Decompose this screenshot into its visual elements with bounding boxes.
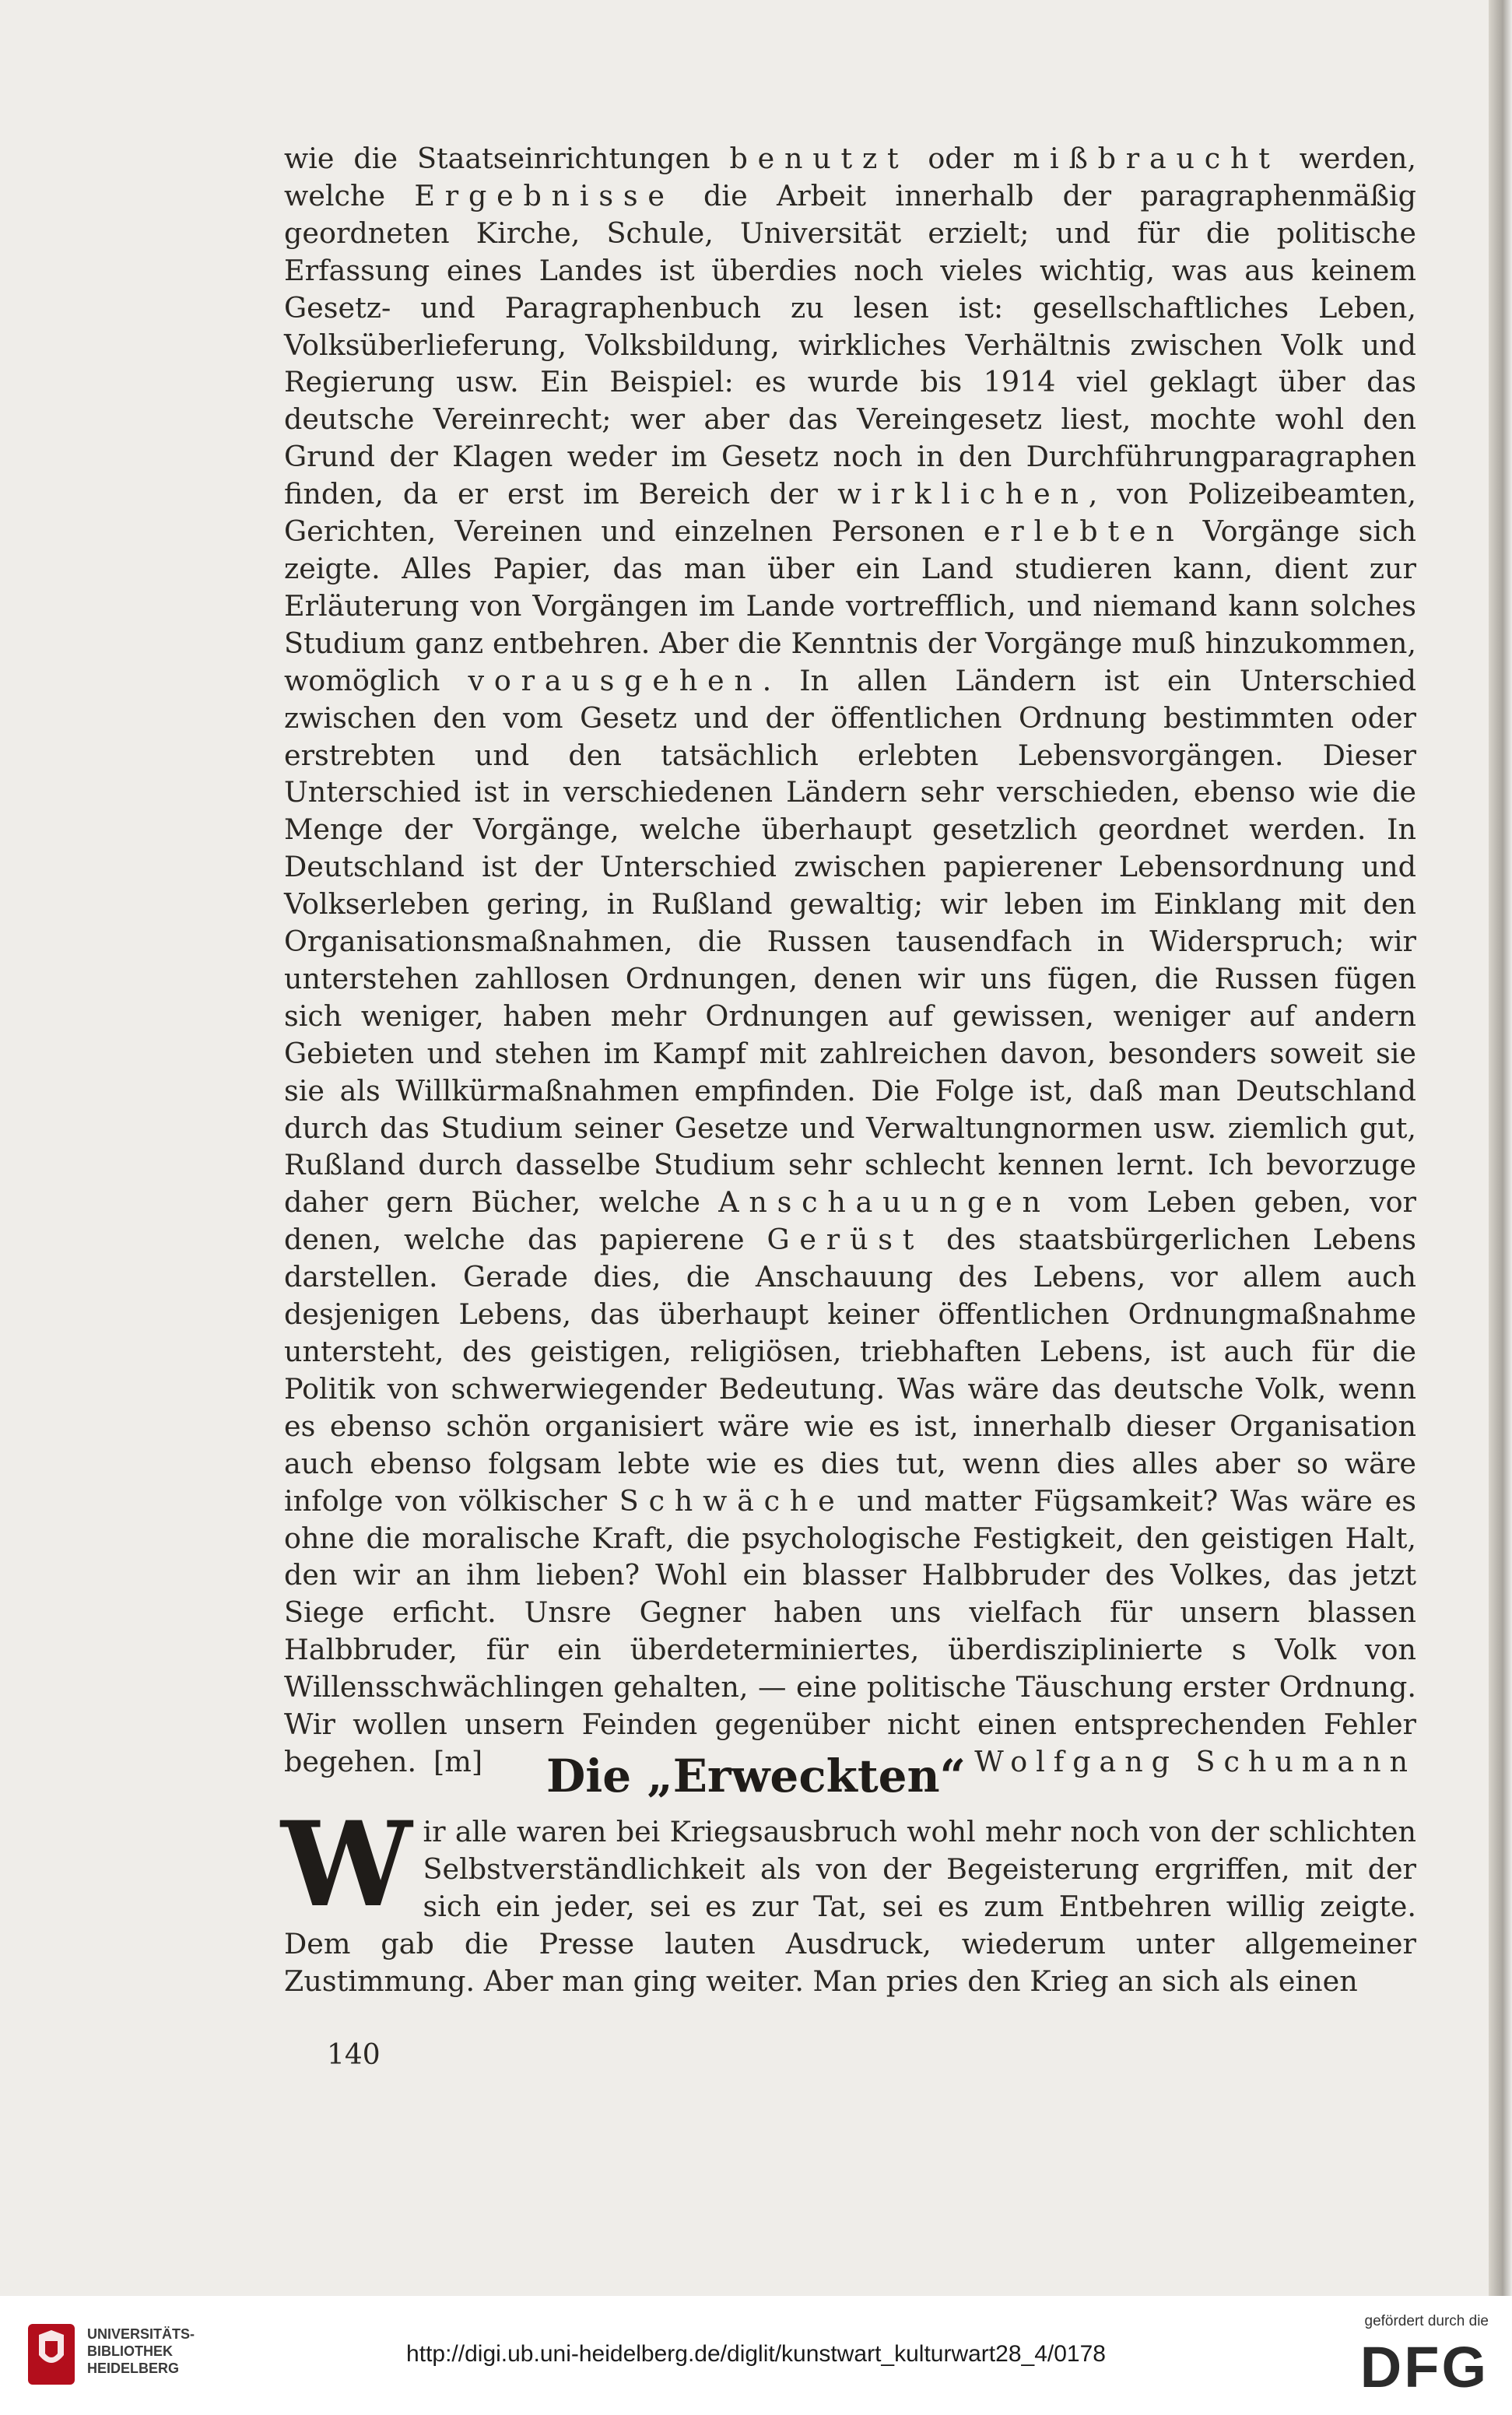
spaced-emphasis-text: erlebten — [983, 514, 1184, 549]
spaced-emphasis-text: wirklichen — [837, 477, 1089, 511]
body-text-run: vom Leben geben, vor denen, welche das papierene — [284, 1185, 1416, 1257]
body-text-run: die Arbeit innerhalb der paragraphenmäßig geordneten Kirche, Schule, Universität erzielt; und für die politische Erfassung eines Landes ist überdies noch vieles wichtig, was aus keinem Gesetz- und Paragraphenbuch zu lesen ist: gesellschaftliches Leben, Volksüberlieferung, Volksbildung, wirkliches Verhältnis zwischen Volk und Regierung usw. Ein Beispiel: es wurde bis 1914 viel geklagt über das deutsche Vereinrecht; wer aber das Vereingesetz liest, mochte wohl den Grund der Klagen weder im Gesetz noch in den Durchführungparagraphen finden, da er erst im Bereich der — [284, 178, 1417, 511]
drop-cap: W — [281, 1796, 412, 1933]
body-text-run: oder — [908, 142, 1013, 175]
spaced-emphasis-text: Ergebnisse — [414, 178, 675, 212]
spaced-emphasis-text: Anschauungen — [718, 1185, 1051, 1220]
body-text-run: werden, welche — [284, 142, 1417, 212]
article-text — [284, 142, 1416, 1778]
viewer-footer — [0, 2296, 1512, 2415]
library-line-2: BIBLIOTHEK — [87, 2343, 173, 2359]
library-line-3: HEIDELBERG — [87, 2361, 180, 2376]
book-spine-edge — [1489, 0, 1512, 2296]
section-body — [281, 1796, 1416, 2000]
section-heading: Die „Erweckten“ — [546, 1750, 966, 1802]
spaced-emphasis-text: Schwäche — [619, 1483, 845, 1518]
body-text-run: , von Polizeibeamten, Gerichten, Vereinen und einzelnen Personen — [284, 477, 1416, 549]
author-signature: Wolfgang Schumann — [974, 1744, 1416, 1778]
article-body — [284, 140, 1416, 1781]
spaced-emphasis-text: Gerüst — [767, 1223, 924, 1257]
body-text-run: . In allen Ländern ist ein Unterschied zwischen den vom Gesetz und der öffentlichen Ordnung bestimmten oder erstrebten und den tatsächlich erlebten Lebensvorgängen. Dieser Unterschied ist in verschiedenen Ländern sehr verschieden, ebenso wie die Menge der Vorgänge, welche überhaupt gesetzlich geordnet werden. In Deutschland ist der Unterschied zwischen papierener Lebensordnung und Volkserleben gering, in Rußland gewaltig; wir leben im Einklang mit den Organisationsmaßnahmen, die Russen tausendfach in Widerspruch; wir unterstehen zahllosen Ordnungen, denen wir uns fügen, die Russen fügen sich weniger, haben mehr Ordnungen auf gewissen, weniger auf andern Gebieten und stehen im Kampf mit zahlreichen davon, besonders soweit sie sie als Willkürmaßnahmen empfinden. Die Folge ist, daß man Deutschland durch das Studium seiner Gesetze und Verwaltungnormen usw. ziemlich gut, Rußland durch dasselbe Studium sehr schlecht kennen lernt. Ich bevorzuge daher gern Bücher, welche — [284, 663, 1416, 1220]
spaced-emphasis-text: vorausgehen — [468, 663, 763, 697]
spaced-emphasis-text: benutzt — [729, 142, 909, 175]
dfg-logo: DFG — [1359, 2335, 1489, 2399]
body-text-run: wie die Staatseinrichtungen — [284, 142, 730, 175]
editor-mark: [m] — [433, 1744, 483, 1778]
source-url-link[interactable]: http://digi.ub.uni-heidelberg.de/diglit/kunstwart_kulturwart28_4/0178 — [406, 2341, 1106, 2367]
library-line-1: UNIVERSITÄTS- — [87, 2326, 195, 2342]
body-text-run: Vorgänge sich zeigte. Alles Papier, das man über ein Land studieren kann, dient zur Erläuterung von Vorgängen im Lande vortrefflich, und niemand kann solches Studium ganz entbehren. Aber die Kenntnis der Vorgänge muß hinzukommen, womöglich — [284, 514, 1416, 697]
funding-note: gefördert durch die — [1364, 2313, 1489, 2329]
section-text: ir alle waren bei Kriegsausbruch wohl mehr noch von der schlichten Selbstverständlichkeit als von der Begeisterung ergriffen, mit der sich ein jeder, sei es zur Tat, sei es zum Entbehren willig zeigte. Dem gab die Presse lauten Ausdruck, wiederum unter allgemeiner Zustimmung. Aber man ging weiter. Man pries den Krieg an sich als einen — [284, 1815, 1416, 1998]
page-number: 140 — [327, 2039, 381, 2071]
spaced-emphasis-text: mißbraucht — [1012, 142, 1280, 175]
body-text-run: des staatsbürgerlichen Lebens darstellen. Gerade dies, die Anschauung des Lebens, vor allem auch desjenigen Lebens, das überhaupt keiner öffentlichen Ordnungmaßnahme untersteht, des geistigen, religiösen, triebhaften Lebens, ist auch für die Politik von schwerwiegender Bedeutung. Was wäre das deutsche Volk, wenn es ebenso schön organisiert wäre wie es ist, innerhalb dieser Organisation auch ebenso folgsam lebte wie es dies tut, wenn dies alles aber so wäre infolge von völkischer — [284, 1223, 1416, 1518]
body-text-run: und matter Fügsamkeit? Was wäre es ohne die moralische Kraft, die psychologische Festigkeit, den geistigen Halt, den wir an ihm lieben? Wohl ein blasser Halbbruder des Volkes, das jetzt Siege erficht. Unsre Gegner haben uns vielfach für unsern blassen Halbbruder, für ein überdeterminiertes, überdisziplinierte s Volk von Willensschwächlingen gehalten, — eine politische Täuschung erster Ordnung. Wir wollen unsern Feinden gegenüber nicht einen entsprechenden Fehler begehen. — [284, 1483, 1416, 1778]
